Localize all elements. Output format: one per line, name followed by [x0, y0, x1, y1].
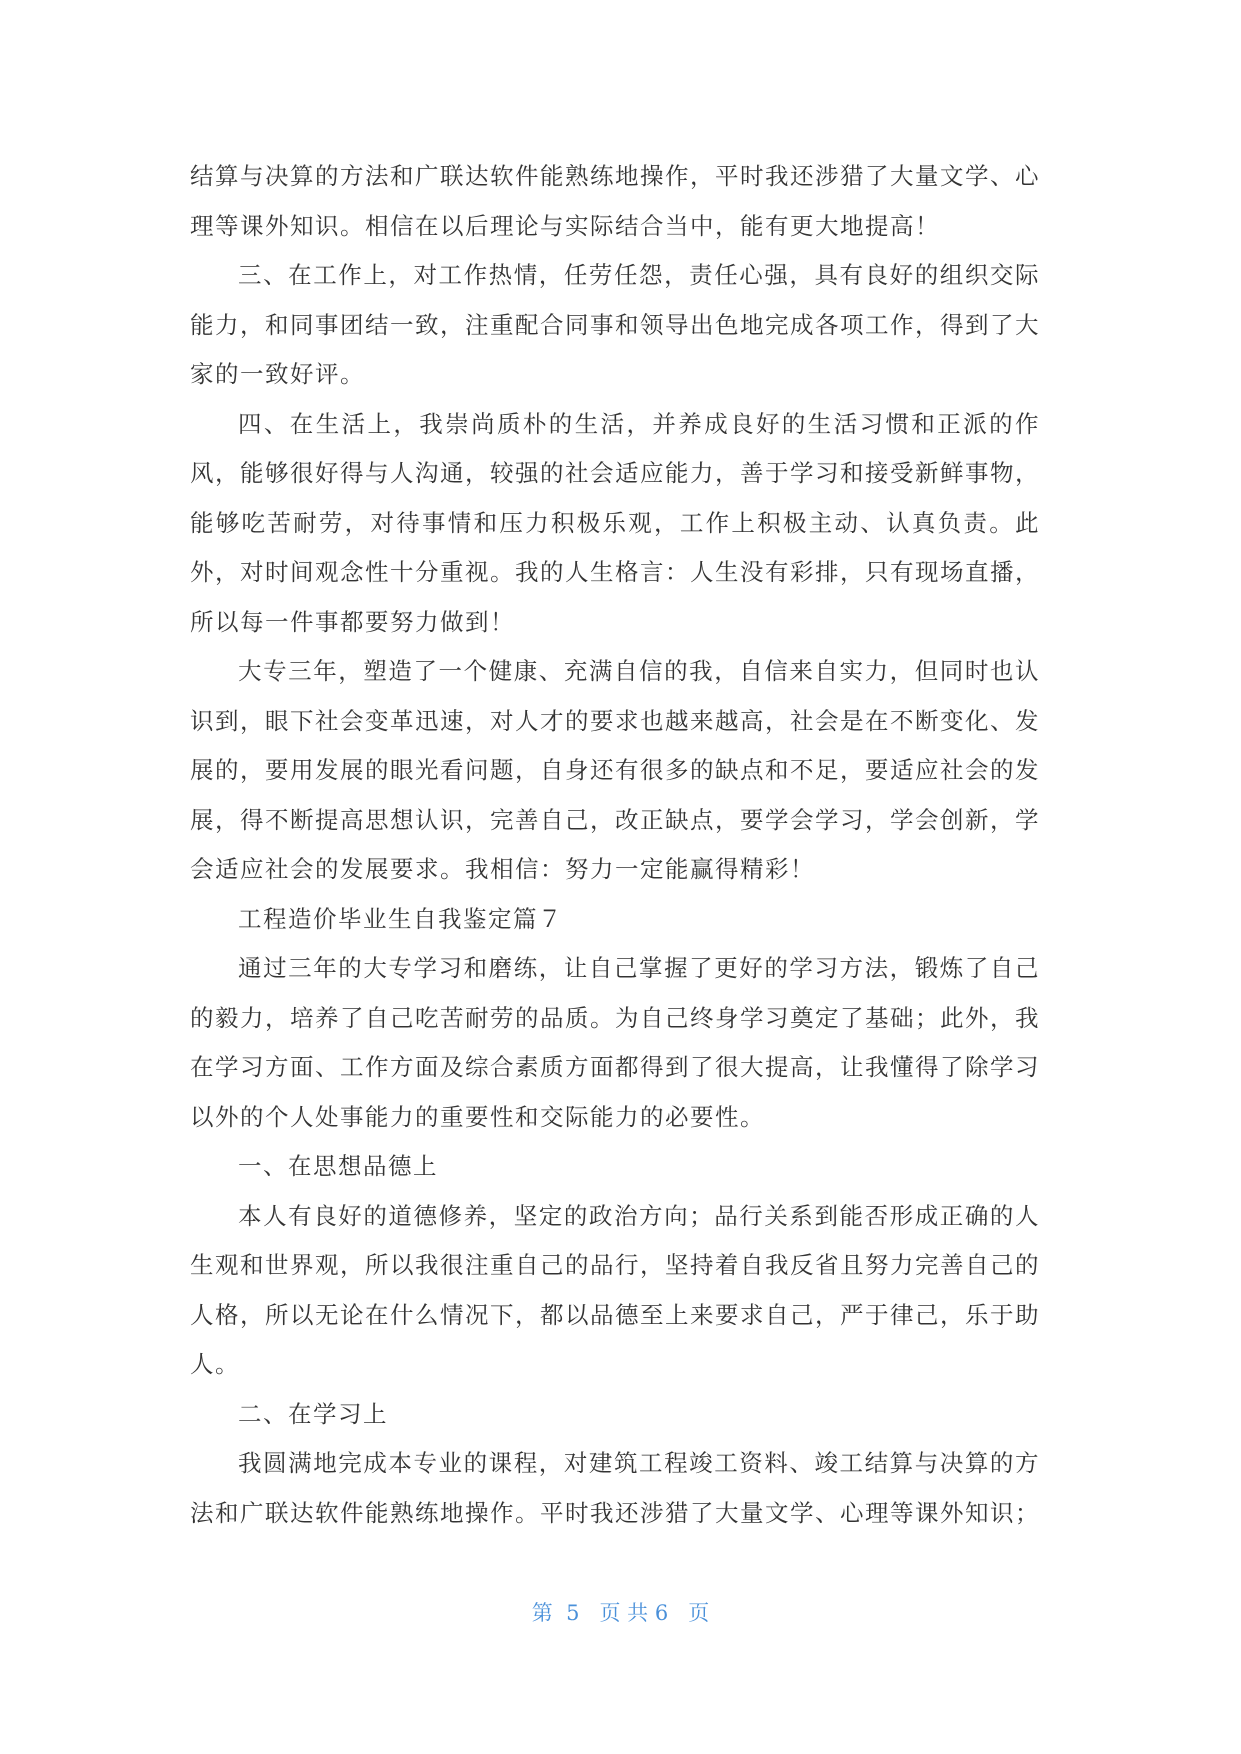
paragraph: 我圆满地完成本专业的课程，对建筑工程竣工资料、竣工结算与决算的方法和广联达软件能熟练地操作。平时我还涉猎了大量文学、心理等课外知识； [190, 1449, 1040, 1527]
paragraph: 通过三年的大专学习和磨练，让自己掌握了更好的学习方法，锻炼了自己的毅力，培养了自己吃苦耐劳的品质。为自己终身学习奠定了基础；此外，我在学习方面、工作方面及综合素质方面都得到了很大提高，让我懂得了除学习以外的个人处事能力的重要性和交际能力的必要性。 [190, 954, 1040, 1131]
page-number-footer: 第 5 页 共 6 页 [531, 1601, 710, 1625]
paragraph: 本人有良好的道德修养，坚定的政治方向；品行关系到能否形成正确的人生观和世界观，所以我很注重自己的品行，坚持着自我反省且努力完善自己的人格，所以无论在什么情况下，都以品德至上来要求自己，严于律己，乐于助人。 [190, 1201, 1040, 1378]
subsection-heading: 二、在学习上 [238, 1399, 388, 1428]
section-heading: 工程造价毕业生自我鉴定篇７ [238, 904, 563, 933]
subsection-heading: 一、在思想品德上 [238, 1152, 438, 1180]
paragraph: 四、在生活上，我崇尚质朴的生活，并养成良好的生活习惯和正派的作风，能够很好得与人沟通，较强的社会适应能力，善于学习和接受新鲜事物，能够吃苦耐劳，对待事情和压力积极乐观，工作上积极主动、认真负责。此外，对时间观念性十分重视。我的人生格言：人生没有彩排，只有现场直播，所以每一件事都要努力做到！ [190, 409, 1040, 636]
paragraph: 大专三年，塑造了一个健康、充满自信的我，自信来自实力，但同时也认识到，眼下社会变革迅速，对人才的要求也越来越高，社会是在不断变化、发展的，要用发展的眼光看问题，自身还有很多的缺点和不足，要适应社会的发展，得不断提高思想认识，完善自己，改正缺点，要学会学习，学会创新，学会适应社会的发展要求。我相信：努力一定能赢得精彩！ [190, 657, 1040, 883]
paragraph: 结算与决算的方法和广联达软件能熟练地操作，平时我还涉猎了大量文学、心理等课外知识。相信在以后理论与实际结合当中，能有更大地提高！ [190, 162, 1040, 240]
document-body [190, 152, 1040, 1538]
paragraph: 三、在工作上，对工作热情，任劳任怨，责任心强，具有良好的组织交际能力，和同事团结一致，注重配合同事和领导出色地完成各项工作，得到了大家的一致好评。 [190, 261, 1040, 388]
